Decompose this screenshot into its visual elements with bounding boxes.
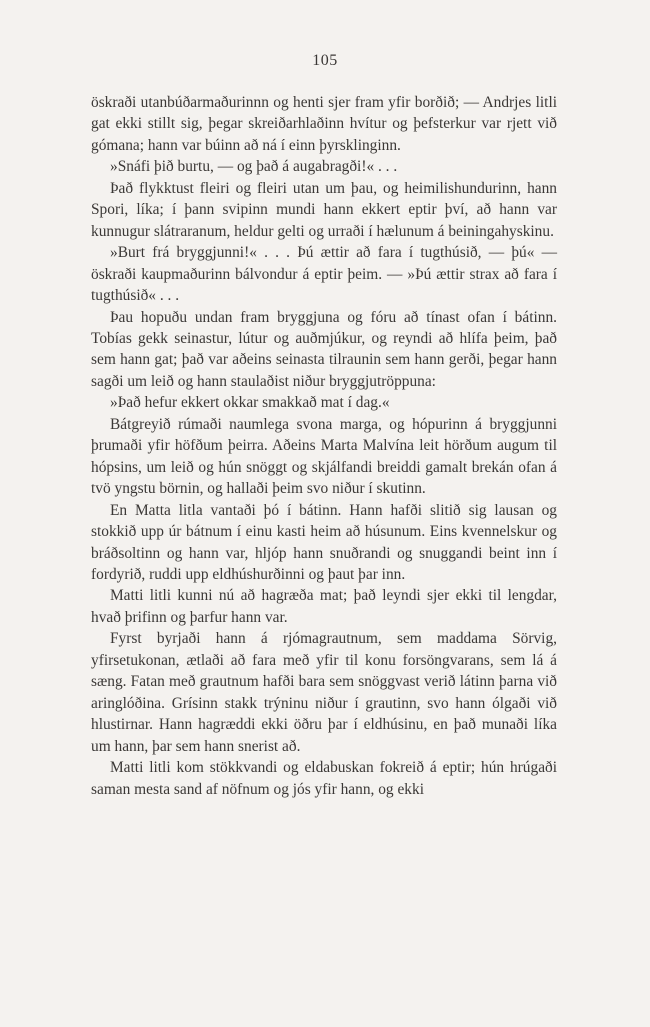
paragraph: »Það hefur ekkert okkar smakkað mat í dag.«	[110, 394, 390, 412]
paragraph: En Matta litla vantaði þó í bátinn. Hann hafði slitið sig lausan og stokkið upp úr bátnum í einu kasti heim að húsunum. Eins kvennelskur og bráðsoltinn og hann var, hljóp hann snuðrandi og snuggandi beint inn í fordyrið, ruddi upp eldhúshurðinni og þaut þar inn.	[91, 501, 557, 583]
paragraph: Þau hopuðu undan fram bryggjuna og fóru að tínast ofan í bátinn. Tobías gekk seinastur, lútur og auðmjúkur, og reyndi að hlífa þeim, það sem hann gat; það var aðeins seinasta tilraunin sem hann gerði, þegar hann sagði um leið og hann staulaðist niður bryggjutröppuna:	[91, 308, 557, 390]
paragraph: Bátgreyið rúmaði naumlega svona marga, og hópurinn á bryggjunni þrumaði yfir höfðum þeirra. Aðeins Marta Malvína leit hörðum augum til hópsins, um leið og hún snöggt og skjálfandi breiddi gamalt brekán ofan á tvö yngstu börnin, og hallaði þeim svo niður í skutinn.	[91, 415, 557, 498]
paragraph: Fyrst byrjaði hann á rjómagrautnum, sem maddama Sörvig, yfirsetukonan, ætlaði að fara með yfir til konu forsöngvarans, sem lá á sæng. Fatan með grautnum hafði bara sem snöggvast verið látinn þarna við aringlóðina. Grísinn stakk trýninu niður í grautinn, svo hann ólgaði við hlustirnar. Hann hagræddi ekki öðru þar í eldhúsinu, en það munaði líka um hann, þar sem hann snerist að.	[91, 630, 557, 755]
paragraph: Matti litli kunni nú að hagræða mat; það leyndi sjer ekki til lengdar, hvað þrifinn og þarfur hann var.	[91, 587, 557, 626]
paragraph: »Burt frá bryggjunni!« . . . Þú ættir að fara í tugthúsið, — þú« — öskraði kaupmaðurinn bálvondur á eptir þeim. — »Þú ættir strax að fara í tugthúsið« . . .	[91, 244, 557, 305]
page-number: 105	[312, 52, 338, 69]
paragraph: »Snáfi þið burtu, — og það á augabragði!« . . .	[110, 158, 398, 176]
body-text	[91, 92, 557, 800]
paragraph: öskraði utanbúðarmaðurinnn og henti sjer fram yfir borðið; — Andrjes litli gat ekki stillt sig, þegar skreiðarhlaðinn hvítur og þefsterkur var rjett við gómana; hann var búinn að ná í einn þyrsklinginn.	[91, 94, 557, 154]
paragraph: Matti litli kom stökkvandi og eldabuskan fokreið á eptir; hún hrúgaði saman mesta sand af nöfnum og jós yfir hann, og ekki	[91, 759, 557, 798]
paragraph: Það flykktust fleiri og fleiri utan um þau, og heimilishundurinn, hann Spori, líka; í þann svipinn mundi hann ekkert eptir því, að hann var kunnugur slátraranum, heldur gelti og urraði í hælunum á beiningahyskinu.	[91, 179, 557, 240]
